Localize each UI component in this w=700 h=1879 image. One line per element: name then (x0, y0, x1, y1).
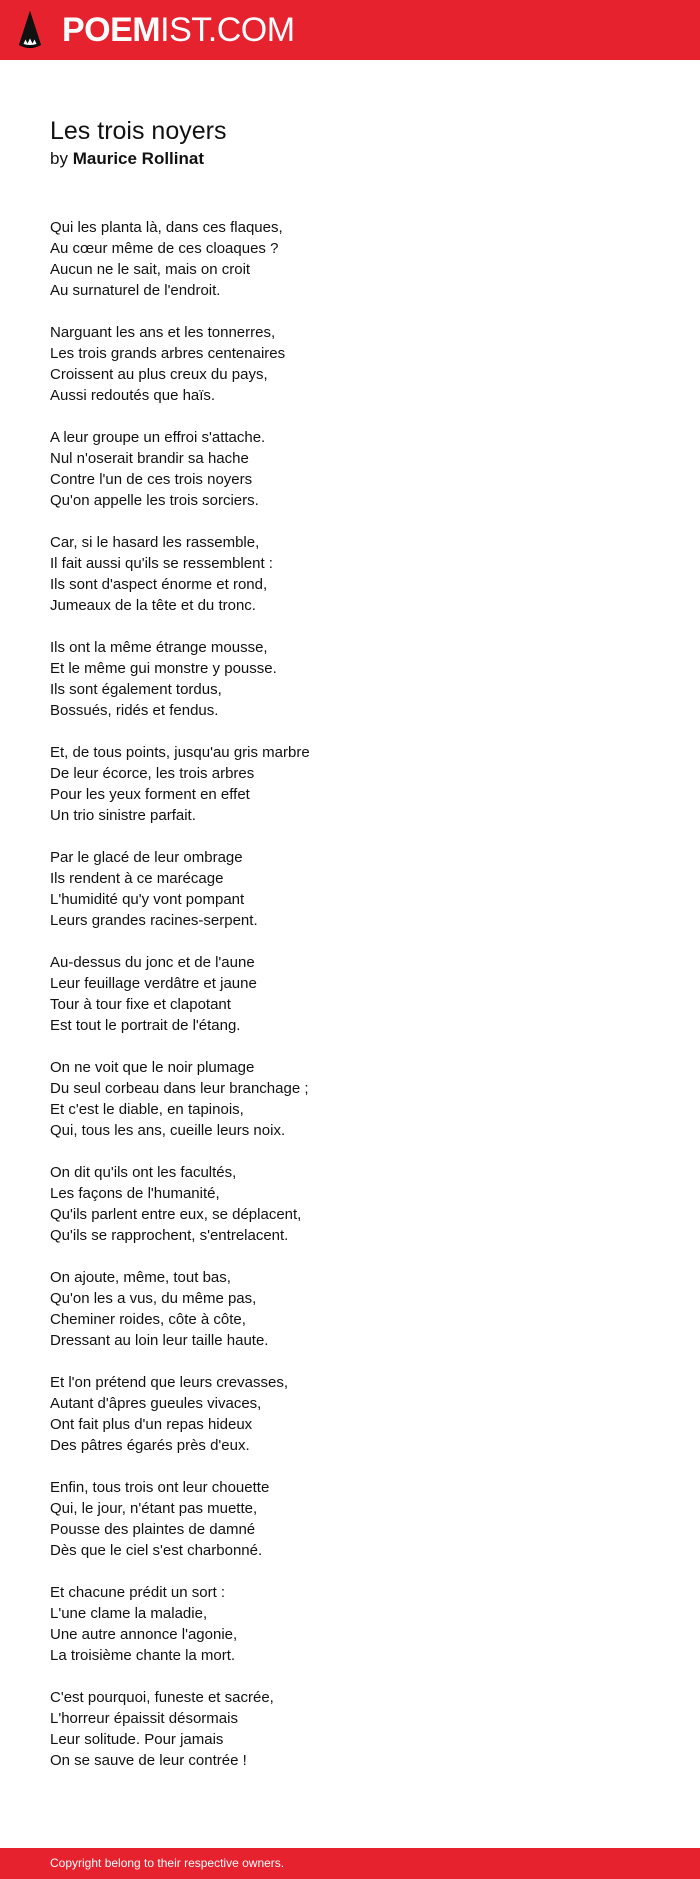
site-footer (0, 1848, 700, 1879)
poem-line: L'horreur épaissit désormais (50, 1710, 238, 1727)
poem-line: Enfin, tous trois ont leur chouette (50, 1479, 270, 1496)
poem-line: Et c'est le diable, en tapinois, (50, 1101, 244, 1118)
poem-stanza (50, 322, 650, 406)
poem-line: Au cœur même de ces cloaques ? (50, 240, 279, 257)
poem-line: Contre l'un de ces trois noyers (50, 471, 253, 488)
poem-line: Autant d'âpres gueules vivaces, (50, 1395, 262, 1412)
poem-stanza (50, 952, 650, 1036)
poem-stanza (50, 637, 650, 721)
byline-label: by (50, 149, 68, 168)
poem-line: Dressant au loin leur taille haute. (50, 1332, 269, 1349)
poem-line: Qu'on appelle les trois sorciers. (50, 492, 259, 509)
poem-line: Aucun ne le sait, mais on croit (50, 261, 251, 278)
poem-line: De leur écorce, les trois arbres (50, 765, 255, 782)
poem-line: Aussi redoutés que haïs. (50, 387, 216, 404)
logo-text-light: IST.COM (160, 11, 295, 49)
poem-stanza (50, 1057, 650, 1141)
poem-line: On ajoute, même, tout bas, (50, 1269, 231, 1286)
poem-line: L'une clame la maladie, (50, 1605, 208, 1622)
poem-line: Du seul corbeau dans leur branchage ; (50, 1080, 309, 1097)
poem-line: Qui, tous les ans, cueille leurs noix. (50, 1122, 286, 1139)
poem-line: Pousse des plaintes de damné (50, 1521, 256, 1538)
poem-stanza (50, 847, 650, 931)
poem-line: Les trois grands arbres centenaires (50, 345, 286, 362)
poem-line: Qui, le jour, n'étant pas muette, (50, 1500, 258, 1517)
logo-wordmark (62, 10, 295, 50)
poem-stanza (50, 1162, 650, 1246)
poem-stanza (50, 1372, 650, 1456)
poem-line: Il fait aussi qu'ils se ressemblent : (50, 555, 273, 572)
copyright-text: Copyright belong to their respective owners. (50, 1856, 285, 1870)
poem-title: Les trois noyers (50, 117, 227, 145)
poem-stanza (50, 1582, 650, 1666)
poem-line: Qu'ils se rapprochent, s'entrelacent. (50, 1227, 289, 1244)
poem-stanza (50, 427, 650, 511)
pen-nib-icon (18, 10, 42, 50)
poem-line: Qui les planta là, dans ces flaques, (50, 219, 283, 236)
poem-stanza (50, 742, 650, 826)
poem-line: Qu'on les a vus, du même pas, (50, 1290, 257, 1307)
poem-line: Et chacune prédit un sort : (50, 1584, 226, 1601)
poem-line: Pour les yeux forment en effet (50, 786, 250, 803)
poem-line: Ils rendent à ce marécage (50, 870, 224, 887)
poem-line: A leur groupe un effroi s'attache. (50, 429, 266, 446)
poem-line: Tour à tour fixe et clapotant (50, 996, 231, 1013)
poem-line: Ils sont d'aspect énorme et rond, (50, 576, 268, 593)
poem-stanza (50, 217, 650, 301)
poem-line: Une autre annonce l'agonie, (50, 1626, 238, 1643)
poem-stanza (50, 1477, 650, 1561)
poem-line: Car, si le hasard les rassemble, (50, 534, 260, 551)
poem-line: Les façons de l'humanité, (50, 1185, 220, 1202)
poem-line: On dit qu'ils ont les facultés, (50, 1164, 237, 1181)
poem-line: Est tout le portrait de l'étang. (50, 1017, 241, 1034)
poem-line: Dès que le ciel s'est charbonné. (50, 1542, 263, 1559)
poem-line: Croissent au plus creux du pays, (50, 366, 268, 383)
poem-stanza (50, 532, 650, 616)
poem-line: On se sauve de leur contrée ! (50, 1752, 247, 1769)
poem-line: Des pâtres égarés près d'eux. (50, 1437, 250, 1454)
poem-line: Jumeaux de la tête et du tronc. (50, 597, 256, 614)
poem-line: Leur feuillage verdâtre et jaune (50, 975, 257, 992)
poem-stanza (50, 1687, 650, 1771)
site-logo-link[interactable] (18, 10, 295, 50)
poem-line: C'est pourquoi, funeste et sacrée, (50, 1689, 274, 1706)
poem-line: Leur solitude. Pour jamais (50, 1731, 224, 1748)
site-header (0, 0, 700, 60)
poem-stanza (50, 1267, 650, 1351)
poem-line: Et l'on prétend que leurs crevasses, (50, 1374, 288, 1391)
poem-line: Leurs grandes racines-serpent. (50, 912, 258, 929)
poem-line: Ont fait plus d'un repas hideux (50, 1416, 253, 1433)
poem-line: Ils sont également tordus, (50, 681, 222, 698)
poem-line: Ils ont la même étrange mousse, (50, 639, 268, 656)
poem-line: Par le glacé de leur ombrage (50, 849, 243, 866)
poem-body (50, 217, 650, 1792)
poem-line: Et le même gui monstre y pousse. (50, 660, 277, 677)
poem-line: Au surnaturel de l'endroit. (50, 282, 221, 299)
poem-line: Narguant les ans et les tonnerres, (50, 324, 276, 341)
poem-line: Cheminer roides, côte à côte, (50, 1311, 246, 1328)
poem-line: Et, de tous points, jusqu'au gris marbre (50, 744, 310, 761)
byline (50, 148, 204, 170)
author-link[interactable]: Maurice Rollinat (72, 149, 205, 168)
poem-line: Bossués, ridés et fendus. (50, 702, 219, 719)
logo-text-bold: POEM (62, 11, 161, 49)
poem-line: Qu'ils parlent entre eux, se déplacent, (50, 1206, 302, 1223)
poem-line: Un trio sinistre parfait. (50, 807, 196, 824)
poem-line: Au-dessus du jonc et de l'aune (50, 954, 255, 971)
poem-line: L'humidité qu'y vont pompant (50, 891, 245, 908)
poem-line: On ne voit que le noir plumage (50, 1059, 255, 1076)
poem-line: Nul n'oserait brandir sa hache (50, 450, 249, 467)
poem-line: La troisième chante la mort. (50, 1647, 236, 1664)
